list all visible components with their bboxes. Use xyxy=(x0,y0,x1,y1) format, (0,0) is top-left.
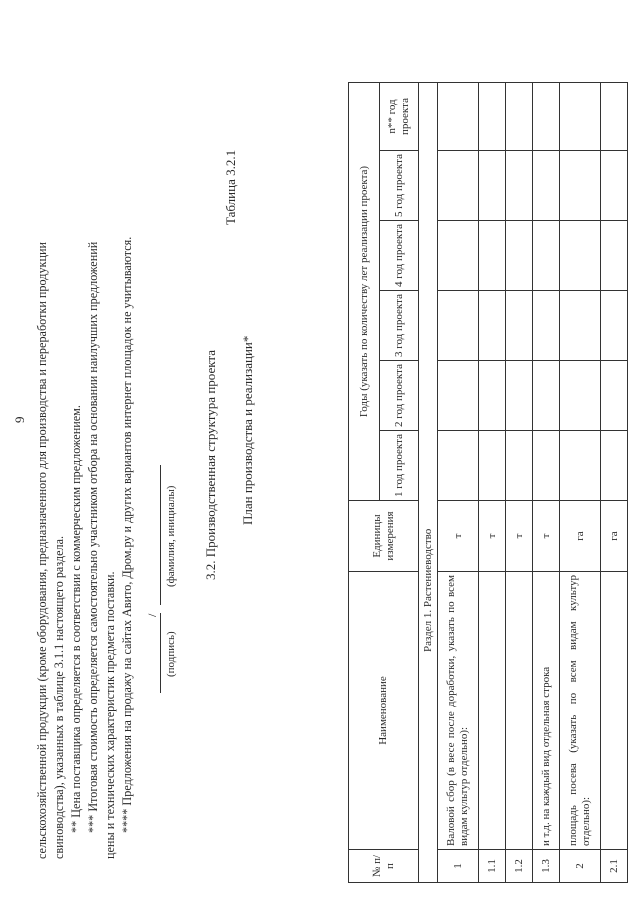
cell-empty xyxy=(533,431,560,501)
cell-empty xyxy=(601,431,628,501)
footnote-total-cost-2: цены и технических характеристик предмета поставки. xyxy=(103,571,117,859)
header-year-n: n** год проекта xyxy=(380,83,419,151)
cell-empty xyxy=(560,431,601,501)
cell-empty xyxy=(560,221,601,291)
row-unit: т xyxy=(506,501,533,572)
cell-empty xyxy=(533,83,560,151)
cell-empty xyxy=(601,151,628,221)
cell-empty xyxy=(479,431,506,501)
row-name: Валовой сбор (в весе после доработки, указать по всем видам культур отдельно): xyxy=(438,572,479,850)
table-row xyxy=(479,83,506,883)
footnote-line-1: сельскохозяйственной продукции (кроме оборудования, предназначенного для производства и переработки продукции xyxy=(35,241,49,859)
row-unit: т xyxy=(533,501,560,572)
row-name: и т.д. на каждый вид отдельная строка xyxy=(533,572,560,850)
cell-empty xyxy=(601,291,628,361)
cell-empty xyxy=(438,221,479,291)
table-row xyxy=(601,83,628,883)
cell-empty xyxy=(601,83,628,151)
signature-slash: / xyxy=(145,613,159,617)
table-number: Таблица 3.2.1 xyxy=(223,149,238,225)
production-plan-table xyxy=(348,82,628,883)
cell-empty xyxy=(560,291,601,361)
row-name xyxy=(506,572,533,850)
cell-empty xyxy=(601,221,628,291)
cell-empty xyxy=(506,361,533,431)
row-name xyxy=(479,572,506,850)
cell-empty xyxy=(506,151,533,221)
row-num: 2 xyxy=(560,850,601,883)
row-unit: т xyxy=(438,501,479,572)
cell-empty xyxy=(506,221,533,291)
row-num: 1.1 xyxy=(479,850,506,883)
header-name: Наименование xyxy=(349,572,419,850)
footnote-total-cost-1: *** Итоговая стоимость определяется самостоятельно участником отбора на основании наилучших предложений xyxy=(86,241,100,833)
cell-empty xyxy=(479,151,506,221)
cell-empty xyxy=(438,291,479,361)
row-name: площадь посева (указать по всем видам культур отдельно): xyxy=(560,572,601,850)
cell-empty xyxy=(479,221,506,291)
header-years: Годы (указать по количеству лет реализации проекта) xyxy=(349,83,380,501)
cell-empty xyxy=(601,361,628,431)
table-row xyxy=(560,83,601,883)
name-label: (фамилия, инициалы) xyxy=(165,485,177,587)
header-year-5: 5 год проекта xyxy=(380,151,419,221)
cell-empty xyxy=(533,291,560,361)
signature-line xyxy=(160,613,161,693)
cell-empty xyxy=(506,431,533,501)
cell-empty xyxy=(479,83,506,151)
cell-empty xyxy=(438,361,479,431)
header-year-4: 4 год проекта xyxy=(380,221,419,291)
table-row xyxy=(506,83,533,883)
cell-empty xyxy=(506,291,533,361)
cell-empty xyxy=(560,151,601,221)
row-num: 1 xyxy=(438,850,479,883)
header-unit: Единицы измерения xyxy=(349,501,419,572)
cell-empty xyxy=(560,361,601,431)
row-unit: га xyxy=(560,501,601,572)
cell-empty xyxy=(438,151,479,221)
header-year-1: 1 год проекта xyxy=(380,431,419,501)
signature-label: (подпись) xyxy=(165,631,177,677)
row-num: 1.3 xyxy=(533,850,560,883)
section-row-plant: Раздел 1. Растениеводство xyxy=(419,83,438,883)
cell-empty xyxy=(479,291,506,361)
cell-empty xyxy=(533,151,560,221)
table-title: План производства и реализации* xyxy=(240,335,255,525)
header-year-3: 3 год проекта xyxy=(380,291,419,361)
footnote-line-2: свиноводства), указанных в таблице 3.1.1 настоящего раздела. xyxy=(52,535,66,859)
cell-empty xyxy=(533,361,560,431)
footnote-price-supplier: ** Цена поставщика определяется в соответствии с коммерческим предложением. xyxy=(69,405,83,833)
row-unit: т xyxy=(479,501,506,572)
section-title: 3.2. Производственная структура проекта xyxy=(203,350,218,580)
cell-empty xyxy=(506,83,533,151)
row-num: 1.2 xyxy=(506,850,533,883)
page-number: 9 xyxy=(12,416,27,423)
cell-empty xyxy=(560,83,601,151)
row-name xyxy=(601,572,628,850)
cell-empty xyxy=(533,221,560,291)
table-row xyxy=(438,83,479,883)
header-year-2: 2 год проекта xyxy=(380,361,419,431)
name-line xyxy=(160,465,161,605)
footnote-internet-offers: **** Предложения на продажу на сайтах Авито, Дром.ру и других вариантов интернет площадок не учитываются. xyxy=(120,236,134,833)
table-row xyxy=(533,83,560,883)
cell-empty xyxy=(438,431,479,501)
row-unit: га xyxy=(601,501,628,572)
cell-empty xyxy=(438,83,479,151)
header-num: № п/п xyxy=(349,850,419,883)
row-num: 2.1 xyxy=(601,850,628,883)
cell-empty xyxy=(479,361,506,431)
